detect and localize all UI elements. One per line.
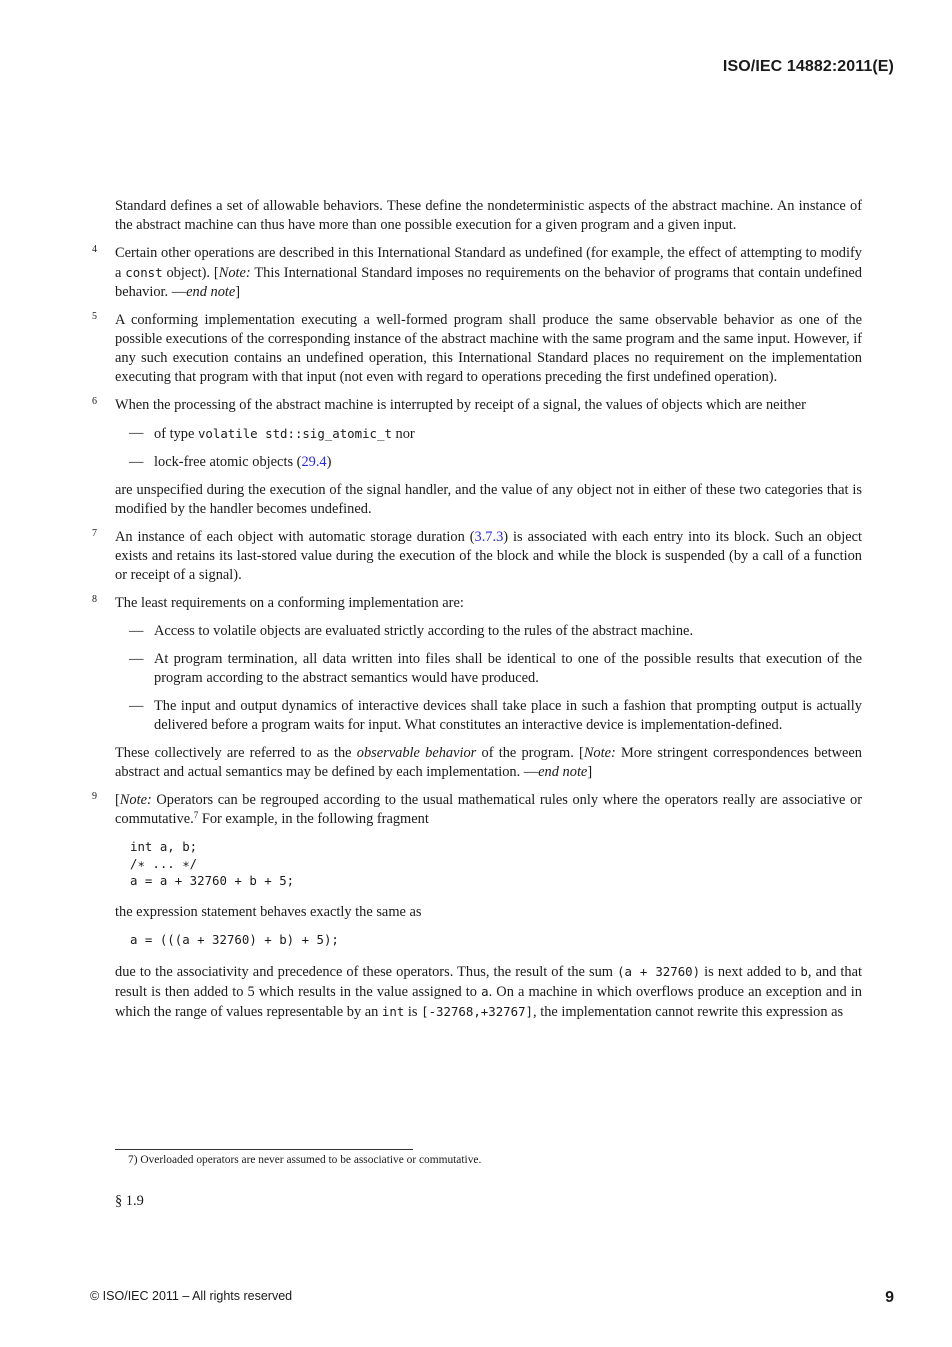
dash-bullet: — xyxy=(129,454,144,470)
document-id: ISO/IEC 14882:2011(E) xyxy=(722,58,894,75)
code-inline: volatile std::sig_atomic_t xyxy=(197,426,392,441)
paragraph-number: 4 xyxy=(92,244,97,255)
paragraph-number: 8 xyxy=(92,594,97,605)
paragraph-6-continuation: are unspecified during the execution of the signal handler, and the value of any object not in either of these two categories that is modified by the handler becomes undefined. xyxy=(115,482,862,517)
list-item: — At program termination, all data written into files shall be identical to one of the possible results that execution of the program according to the abstract semantics would have produced. xyxy=(129,651,862,686)
paragraph-7: 7 An instance of each object with automatic storage duration (3.7.3) is associated with each entry into its block. Such an object exists and retains its last-stored value during the execution of the block and while the block is suspended (by a call of a function or receipt of a signal). xyxy=(92,528,862,583)
dash-bullet: — xyxy=(129,425,144,441)
section-marker: § 1.9 xyxy=(115,1193,144,1209)
list-item: — The input and output dynamics of interactive devices shall take place in such a fashion that prompting output is actually delivered before a program waits for input. What constitutes an interactive device is implementation-defined. xyxy=(129,698,862,733)
footnote-ref[interactable]: 7 xyxy=(193,810,199,820)
paragraph-4: 4 Certain other operations are described in this International Standard as undefined (for example, the effect of attempting to modify a const object). [Note: This International Standard imposes no requirements on the behavior of programs that contain undefined behavior. —end note] xyxy=(92,244,862,300)
paragraph-8: 8 The least requirements on a conforming implementation are: xyxy=(92,594,464,611)
paragraph-9-middle: the expression statement behaves exactly the same as xyxy=(115,904,422,920)
copyright-notice: © ISO/IEC 2011 – All rights reserved xyxy=(90,1289,293,1303)
cross-reference-link[interactable]: 29.4 xyxy=(301,454,327,470)
footnote: 7) Overloaded operators are never assumed to be associative or commutative. xyxy=(128,1154,482,1166)
note-label: Note: xyxy=(218,265,251,281)
paragraph-9: 9 [Note: Operators can be regrouped according to the usual mathematical rules only where the operators really are associative or commutative.$^7$ For example, in the following fragment xyxy=(92,791,862,827)
paragraph-9-continuation: due to the associativity and precedence of these operators. Thus, the result of the sum (a + 32760) is next added to b, and that result is then added to 5 which results in the value assigned to a. On a machine in which overflows produce an exception and in which the range of values representable by an int is [-32768,+32767], the implementation cannot rewrite this expression as xyxy=(115,964,863,1020)
term-observable-behavior: observable behavior xyxy=(356,745,477,761)
end-note-label: end note xyxy=(186,284,236,300)
paragraph-8-continuation: These collectively are referred to as the observable behavior of the program. [Note: More stringent correspondences between abstract and actual semantics may be defined by each implementation. —end note] xyxy=(115,745,862,780)
code-line: a = (((a + 32760) + b) + 5); xyxy=(130,932,339,947)
paragraph-number: 7 xyxy=(92,528,97,539)
note-label: Note: xyxy=(583,745,616,761)
paragraph-number: 9 xyxy=(92,791,97,802)
cross-reference-link[interactable]: 3.7.3 xyxy=(474,529,504,545)
page-number: 9 xyxy=(885,1289,894,1306)
code-block xyxy=(130,931,862,948)
intro-paragraph: Standard defines a set of allowable behaviors. These define the nondeterministic aspects of the abstract machine. An instance of the abstract machine can thus have more than one possible execution for a given program and a given input. xyxy=(115,198,862,233)
code-block xyxy=(130,838,862,889)
list-item: — of type volatile std::sig_atomic_t nor xyxy=(129,425,415,442)
list-item: — lock-free atomic objects (29.4) xyxy=(129,454,332,470)
dash-bullet: — xyxy=(129,651,144,667)
footnote-divider xyxy=(115,1149,413,1150)
paragraph-number: 6 xyxy=(92,396,97,407)
code-line: int a, b; xyxy=(130,839,198,854)
dash-bullet: — xyxy=(129,623,144,639)
code-line: /∗ ... ∗/ xyxy=(130,856,198,871)
page-body xyxy=(92,197,863,1031)
end-note-label: end note xyxy=(538,764,588,780)
paragraph-number: 5 xyxy=(92,311,97,322)
note-label: Note: xyxy=(119,792,152,808)
list-item: — Access to volatile objects are evaluated strictly according to the rules of the abstract machine. xyxy=(129,623,694,639)
code-inline: const xyxy=(125,265,163,280)
paragraph-6: 6 When the processing of the abstract machine is interrupted by receipt of a signal, the values of objects which are neither xyxy=(92,396,806,413)
paragraph-5: 5 A conforming implementation executing a well-formed program shall produce the same observable behavior as one of the possible executions of the corresponding instance of the abstract machine with the same program and the same input. However, if any such execution contains an undefined operation, this International Standard places no requirement on the implementation executing that program with that input (not even with regard to operations preceding the first undefined operation). xyxy=(92,311,862,385)
code-line: a = a + 32760 + b + 5; xyxy=(130,873,295,888)
dash-bullet: — xyxy=(129,698,144,714)
